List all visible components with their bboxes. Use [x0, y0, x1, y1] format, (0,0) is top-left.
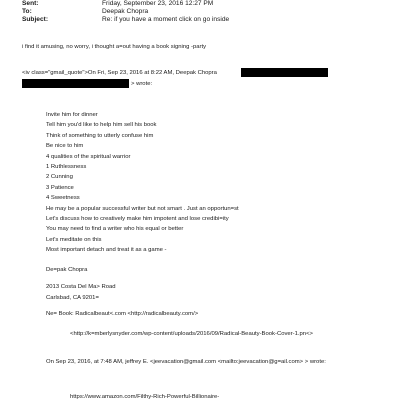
to-label: To: [22, 8, 32, 15]
sent-value: Friday, September 23, 2016 12:27 PM [102, 0, 214, 7]
signature-address-1: 2013 Costa Del Ma> Road [46, 284, 116, 290]
signature-address-2: Carlsbad, CA 9201= [46, 294, 99, 301]
to-value: Deepak Chopra [102, 8, 149, 15]
quote-header-line-1: <iv class="gmail_quote">On Fri, Sep 23, 2016 at 8:22 AM, Deepak Chopra [22, 70, 217, 76]
quoted-line: Think of something to utterly confuse him [46, 132, 154, 139]
image-url-line: <http://k=mberlysnyder.com/wp-content/uploads/2016/09/Radical-Beauty-Book-Cover-1.pn<> [70, 331, 313, 337]
to-row [22, 8, 148, 16]
quoted-line: He may be a popular successful writer but not smart . Just an opportun=st [46, 205, 239, 212]
quoted-line: 2 Cunning [46, 174, 73, 181]
quoted-line: Most important detach and treat it as a game - [46, 247, 167, 254]
quoted-line: 3 Patience [46, 184, 74, 191]
quoted-line: Be nice to him [46, 143, 84, 150]
subject-value: Re: if you have a moment click on go inside [102, 16, 230, 23]
quote-header-line-2: > wrote: [131, 81, 153, 87]
quoted-line: Let's discuss how to creatively make him impotent and lose credibi=ity [46, 216, 229, 222]
quoted-line: 4 qualities of the spiritual warrior [46, 153, 131, 160]
quoted-line: Invite him for dinner [46, 112, 98, 118]
quoted-line: 4 Sweetness [46, 195, 80, 202]
quoted-line: Tell him you'd like to help him sell his book [46, 122, 157, 129]
book-line: Ne= Book: Radicalbeaut<.com <http://radicalbeauty.com/> [46, 311, 199, 317]
reply-line: i find it amusing, no worry, i thought a=out having a book signing -party [22, 44, 207, 50]
quoted-line: You may need to find a writer who his equal or better [46, 226, 184, 233]
redaction-bar-email-2 [22, 79, 129, 88]
subject-row [22, 16, 229, 24]
subject-label: Subject: [22, 16, 49, 23]
quoted-line: 1 Ruthlessness [46, 164, 87, 170]
amazon-link-line: https://www.amazon.com/Filthy-Rich-Powerful-Billionaire- [70, 394, 220, 400]
sent-label: Sent: [22, 0, 39, 7]
redaction-bar-email [241, 68, 328, 77]
quoted-line: Let's meditate on this [46, 236, 102, 243]
signature-name: De=pak Chopra [46, 267, 88, 273]
earlier-quote-line: On Sep 23, 2016, at 7:48 AM, jeffrey E. <jeevacation@gmail.com <mailto:jeevacation@g=ail.com> > wrote: [46, 359, 326, 365]
sent-row [22, 0, 213, 8]
